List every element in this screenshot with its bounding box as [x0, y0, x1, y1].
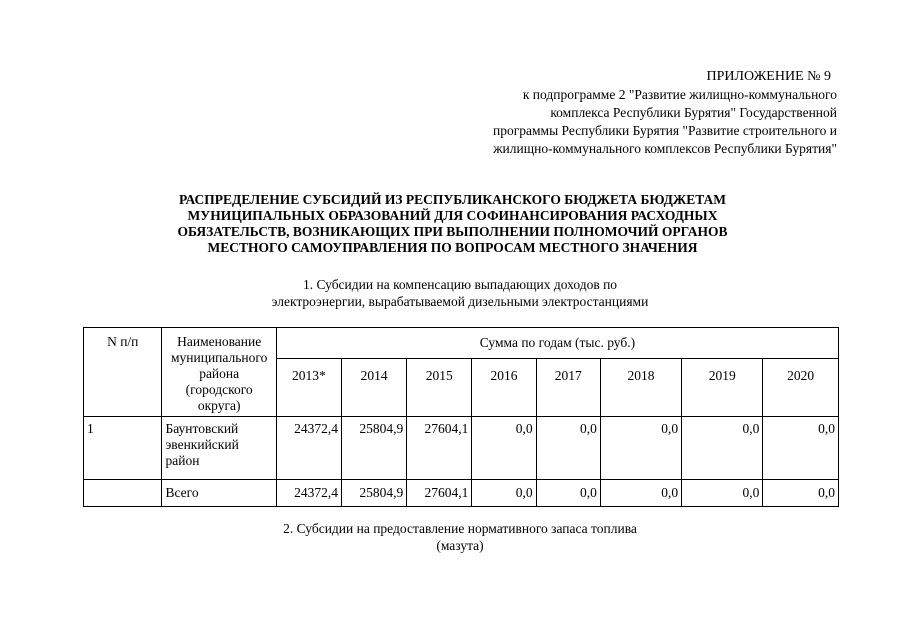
header-year: 2017	[536, 359, 600, 417]
cell-total-label: Всего	[162, 480, 276, 507]
document-title-line: МУНИЦИПАЛЬНЫХ ОБРАЗОВАНИЙ ДЛЯ СОФИНАНСИРОВАНИЯ РАСХОДНЫХ	[187, 208, 718, 223]
header-year: 2013*	[276, 359, 341, 417]
header-year: 2020	[763, 359, 839, 417]
header-year: 2018	[600, 359, 681, 417]
cell-amount: 0,0	[472, 417, 536, 480]
appendix-header	[417, 68, 837, 158]
document-title-line: МЕСТНОГО САМОУПРАВЛЕНИЯ ПО ВОПРОСАМ МЕСТНОГО ЗНАЧЕНИЯ	[207, 240, 698, 255]
subsidy-table	[83, 327, 839, 507]
cell-total-amount: 0,0	[472, 480, 536, 507]
cell-amount: 0,0	[763, 417, 839, 480]
section-1-heading	[150, 276, 770, 310]
table-total-row	[84, 480, 839, 507]
header-year: 2016	[472, 359, 536, 417]
document-title-line: РАСПРЕДЕЛЕНИЕ СУБСИДИЙ ИЗ РЕСПУБЛИКАНСКОГО БЮДЖЕТА БЮДЖЕТАМ	[178, 192, 727, 207]
cell-total-amount: 24372,4	[276, 480, 341, 507]
cell-amount: 24372,4	[276, 417, 341, 480]
cell-total-amount: 0,0	[600, 480, 681, 507]
cell-district-name: Баунтовский эвенкийский район	[162, 417, 276, 480]
section-heading-line: 1. Субсидии на компенсацию выпадающих доходов по	[302, 277, 618, 292]
appendix-title: ПРИЛОЖЕНИЕ № 9	[706, 69, 831, 84]
appendix-line: жилищно-коммунального комплексов Республики Бурятия"	[493, 141, 837, 156]
table-header-row	[84, 328, 839, 359]
cell-amount: 0,0	[600, 417, 681, 480]
cell-amount: 0,0	[682, 417, 763, 480]
section-heading-line: 2. Субсидии на предоставление нормативного запаса топлива	[283, 521, 637, 536]
cell-amount: 0,0	[536, 417, 600, 480]
header-year: 2019	[682, 359, 763, 417]
section-heading-line: электроэнергии, вырабатываемой дизельными электростанциями	[271, 294, 649, 309]
cell-total-amount: 0,0	[536, 480, 600, 507]
appendix-line: комплекса Республики Бурятия" Государственной	[550, 105, 837, 120]
cell-amount: 27604,1	[407, 417, 472, 480]
header-year: 2014	[342, 359, 407, 417]
header-year: 2015	[407, 359, 472, 417]
document-title	[100, 192, 805, 256]
section-heading-line: (мазута)	[436, 538, 484, 553]
section-2-heading	[200, 520, 720, 554]
cell-amount: 25804,9	[342, 417, 407, 480]
document-title-line: ОБЯЗАТЕЛЬСТВ, ВОЗНИКАЮЩИХ ПРИ ВЫПОЛНЕНИИ ПОЛНОМОЧИЙ ОРГАНОВ	[177, 224, 728, 239]
cell-total-amount: 27604,1	[407, 480, 472, 507]
header-name: Наименование муниципального района (городского округа)	[162, 328, 276, 417]
cell-total-amount: 25804,9	[342, 480, 407, 507]
cell-total-amount: 0,0	[682, 480, 763, 507]
cell-total-amount: 0,0	[763, 480, 839, 507]
appendix-line: к подпрограмме 2 "Развитие жилищно-коммунального	[522, 87, 837, 102]
header-np: N п/п	[84, 328, 162, 417]
cell-np: 1	[84, 417, 162, 480]
cell-np-empty	[84, 480, 162, 507]
appendix-line: программы Республики Бурятия "Развитие строительного и	[493, 123, 837, 138]
table-row	[84, 417, 839, 480]
header-sum-by-years: Сумма по годам (тыс. руб.)	[276, 328, 838, 359]
